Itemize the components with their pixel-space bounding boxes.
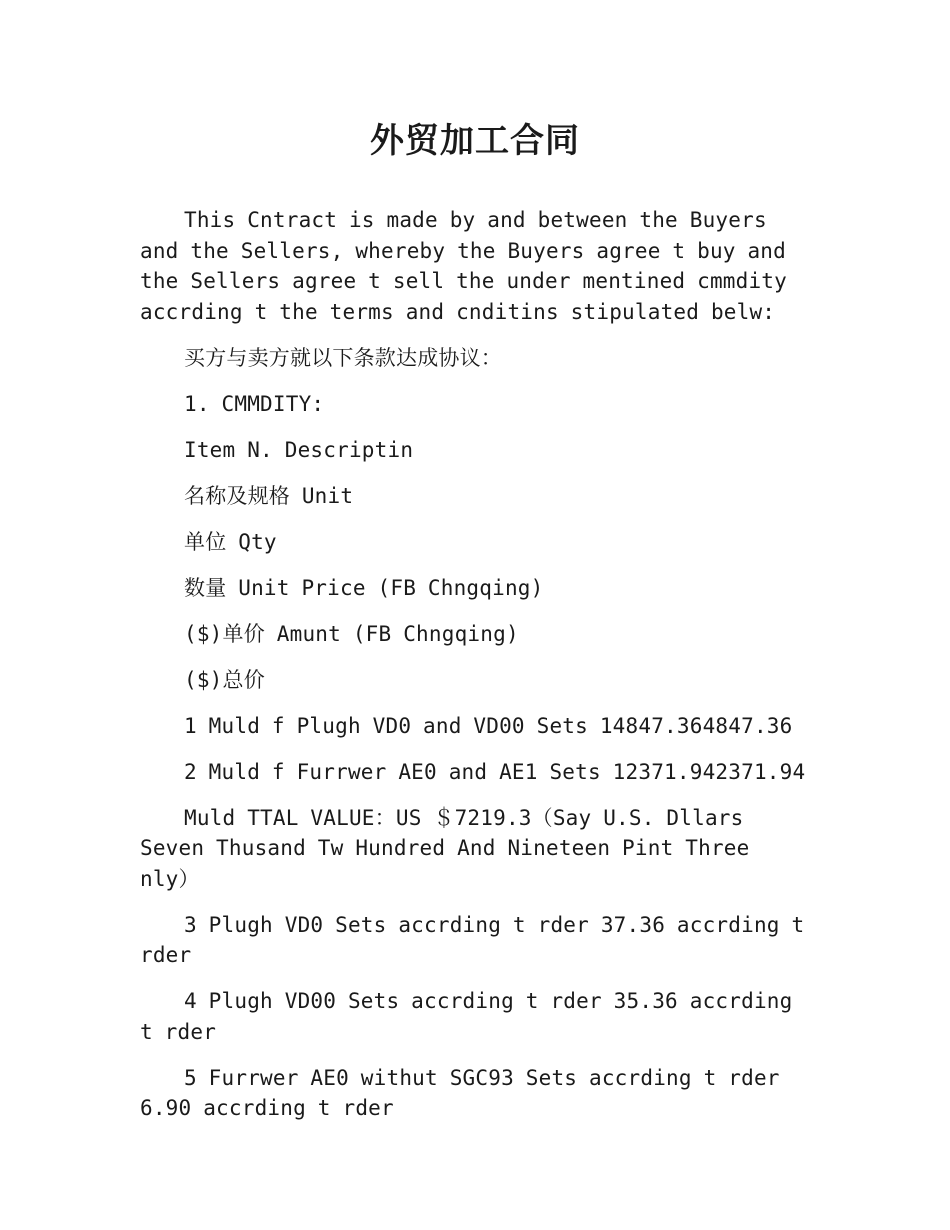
paragraph-agreement-cn: 买方与卖方就以下条款达成协议： bbox=[184, 345, 502, 370]
paragraph-total-price: ($)总价 bbox=[184, 667, 265, 692]
paragraph-commodity-heading: 1. CMMDITY: bbox=[184, 391, 325, 416]
paragraph-unit-qty: 单位 Qty bbox=[184, 529, 277, 554]
paragraph-intro: This Cntract is made by and between the Buyers and the Sellers, whereby the Buyers agree t buy and the Sellers agree t sell the under mentined cmmdity accrding t the terms and cnditins stipulated belw: bbox=[140, 208, 787, 324]
paragraph-unit-price-amount: ($)单价 Amunt (FB Chngqing) bbox=[184, 621, 519, 646]
paragraph-qty-unit-price: 数量 Unit Price (FB Chngqing) bbox=[184, 575, 544, 600]
paragraph-item-no-description: Item N. Descriptin bbox=[184, 437, 414, 462]
paragraph-total-value: Muld TTAL VALUE：US ＄7219.3（Say U.S. Dllars Seven Thusand Tw Hundred And Nineteen Pint Three nly） bbox=[140, 805, 750, 891]
paragraph-item-2: 2 Muld f Furrwer AE0 and AE1 Sets 12371.942371.94 bbox=[184, 759, 806, 784]
paragraph-name-spec-unit: 名称及规格 Unit bbox=[184, 483, 354, 508]
paragraph-item-3: 3 Plugh VD0 Sets accrding t rder 37.36 accrding t rder bbox=[140, 912, 805, 967]
document-title: 外贸加工合同 bbox=[370, 121, 580, 161]
paragraph-item-5: 5 Furrwer AE0 withut SGC93 Sets accrding t rder 6.90 accrding t rder bbox=[140, 1065, 780, 1120]
document-body bbox=[140, 205, 810, 1139]
paragraph-item-1: 1 Muld f Plugh VD0 and VD00 Sets 14847.364847.36 bbox=[184, 713, 793, 738]
paragraph-item-4: 4 Plugh VD00 Sets accrding t rder 35.36 accrding t rder bbox=[140, 989, 793, 1044]
